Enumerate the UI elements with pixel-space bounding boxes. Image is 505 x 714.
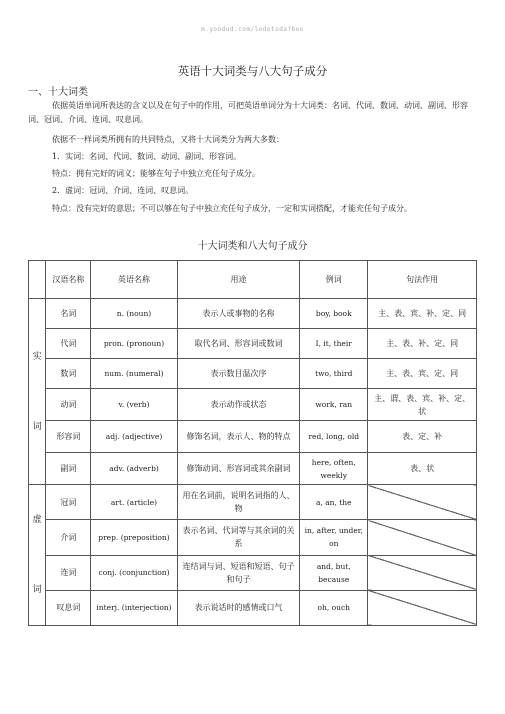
- paragraph-content-words: 1．实词：名词、代词、数词、动词、副词、形容词。: [52, 152, 242, 161]
- word-class-table: [28, 260, 477, 626]
- table-row: [29, 359, 477, 389]
- cell-role: 主、表、宾、定、同: [368, 359, 477, 389]
- cell-example: in, after, under, on: [300, 520, 368, 555]
- header-spacer: [29, 261, 46, 299]
- cell-cn: 数词: [46, 359, 91, 389]
- cell-en: n. (noun): [91, 299, 177, 329]
- cell-cn: 动词: [46, 389, 91, 421]
- cell-use: 连结词与词、短语和短语、句子和句子: [177, 555, 300, 590]
- cell-use: 用在名词前，说明名词指的人、物: [177, 485, 300, 520]
- header-cn-name: 汉语名称: [46, 261, 91, 299]
- cell-use: 表示动作或状态: [177, 389, 300, 421]
- cell-cn: 形容词: [46, 421, 91, 453]
- cell-role-empty: [368, 520, 477, 555]
- cell-en: num. (numeral): [91, 359, 177, 389]
- table-row: [29, 329, 477, 359]
- cell-cn: 名词: [46, 299, 91, 329]
- table-title: 十大词类和八大句子成分: [197, 241, 308, 252]
- cell-cn: 介词: [46, 520, 91, 555]
- cell-en: prep. (preposition): [91, 520, 177, 555]
- paragraph-content-features: 特点：拥有完好的词义；能够在句子中独立充任句子成分。: [52, 169, 260, 178]
- cell-use: 表示说话时的感情或口气: [177, 590, 300, 625]
- section-heading: 一、十大词类: [28, 87, 88, 98]
- paragraph-function-features: 特点：没有完好的意思；不可以够在句子中独立充任句子成分，一定和实词搭配，才能充任句子成分。: [52, 204, 412, 213]
- cell-en: adj. (adjective): [91, 421, 177, 453]
- cell-cn: 冠词: [46, 485, 91, 520]
- cell-cn: 连词: [46, 555, 91, 590]
- header-en-name: 英语名称: [91, 261, 177, 299]
- cell-example: boy, book: [300, 299, 368, 329]
- cell-use: 修饰名词，表示人、物的特点: [177, 421, 300, 453]
- cell-cn: 叹息词: [46, 590, 91, 625]
- table-row: [29, 555, 477, 590]
- cell-example: here, often, weekly: [300, 453, 368, 485]
- cell-role: 主、谓、表、宾、补、定、状: [368, 389, 477, 421]
- cell-en: conj. (conjunction): [91, 555, 177, 590]
- cell-en: v. (verb): [91, 389, 177, 421]
- cell-en: interj. (interjection): [91, 590, 177, 625]
- paragraph-intro: 依据英语单词所表达的含义以及在句子中的作用，可把英语单词分为十大词类：名词、代词、数词、动词、副词、形容词、冠词、介词、连词、叹息词。: [28, 101, 468, 124]
- cell-role: 表、状: [368, 453, 477, 485]
- watermark: m.yoodud.com/lodotoda?boo: [201, 26, 304, 33]
- cell-example: I, it, their: [300, 329, 368, 359]
- document-title: 英语十大词类与八大句子成分: [177, 64, 328, 78]
- cell-role: 表、定、补: [368, 421, 477, 453]
- header-use: 用途: [177, 261, 300, 299]
- cell-example: red, long, old: [300, 421, 368, 453]
- table-row: [29, 520, 477, 555]
- cell-example: a, an, the: [300, 485, 368, 520]
- table-row: [29, 590, 477, 625]
- table-row: [29, 453, 477, 485]
- cell-role-empty: [368, 555, 477, 590]
- header-syntax: 句法作用: [368, 261, 477, 299]
- cell-example: two, third: [300, 359, 368, 389]
- cell-role-empty: [368, 485, 477, 520]
- cell-use: 取代名词、形容词或数词: [177, 329, 300, 359]
- cell-role: 主、表、补、定、同: [368, 329, 477, 359]
- cell-cn: 代词: [46, 329, 91, 359]
- header-example: 例词: [300, 261, 368, 299]
- cell-example: and, but, because: [300, 555, 368, 590]
- cell-example: work, ran: [300, 389, 368, 421]
- cell-en: pron. (pronoun): [91, 329, 177, 359]
- table-row: [29, 485, 477, 520]
- cell-use: 表示人或事物的名称: [177, 299, 300, 329]
- table-row: [29, 389, 477, 421]
- cell-example: oh, ouch: [300, 590, 368, 625]
- cell-role-empty: [368, 590, 477, 625]
- paragraph-split: 依据不一样词类所拥有的共同特点，又将十大词类分为两大多数：: [52, 135, 284, 144]
- table-row: [29, 421, 477, 453]
- cell-use: 表示名词、代词等与其余词的关系: [177, 520, 300, 555]
- group-function-words: 虚 词: [29, 485, 46, 626]
- cell-cn: 副词: [46, 453, 91, 485]
- cell-role: 主、表、宾、补、定、同: [368, 299, 477, 329]
- cell-use: 修饰动词、形容词或其余副词: [177, 453, 300, 485]
- table-row: [29, 299, 477, 329]
- paragraph-function-words: 2．虚词：冠词、介词、连词、叹息词。: [52, 186, 194, 195]
- group-content-words: 实 词: [29, 299, 46, 485]
- cell-en: adv. (adverb): [91, 453, 177, 485]
- cell-use: 表示数目温次序: [177, 359, 300, 389]
- cell-en: art. (article): [91, 485, 177, 520]
